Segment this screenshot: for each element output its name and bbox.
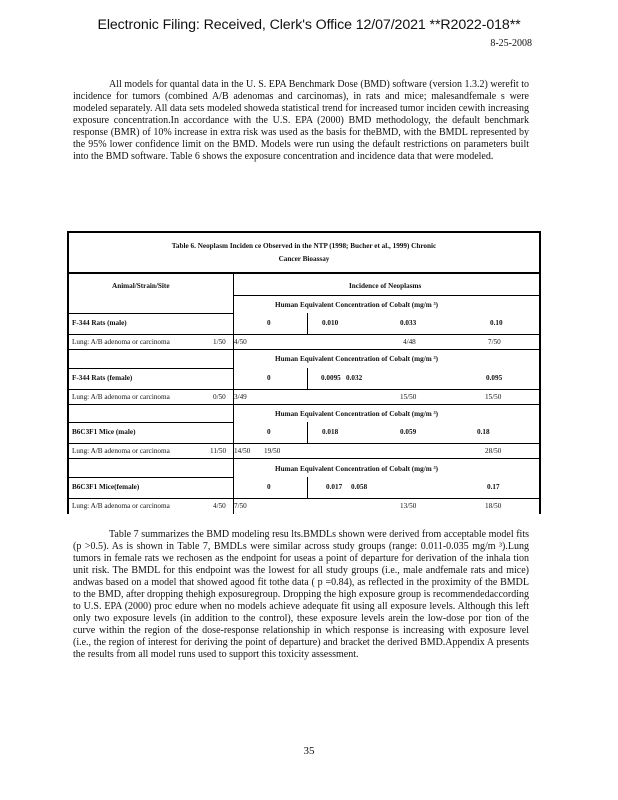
conc-value: 0.17: [487, 483, 500, 491]
neoplasm-incidence-table: [67, 231, 541, 514]
group-label: B6C3F1 Mice(female): [72, 483, 140, 491]
document-date: 8-25-2008: [490, 38, 532, 49]
incidence-value: 28/50: [485, 447, 502, 455]
conc-header: Human Equivalent Concentration of Cobalt (mg/m ³): [275, 355, 439, 363]
conc-header: Human Equivalent Concentration of Cobalt (mg/m ³): [275, 301, 439, 309]
site-label: Lung: A/B adenoma or carcinoma: [72, 502, 170, 510]
incidence-value: 4/48: [403, 338, 416, 346]
incidence-value: 4/50: [234, 338, 247, 346]
filing-stamp: Electronic Filing: Received, Clerk's Office 12/07/2021 **R2022-018**: [97, 17, 521, 33]
col-header-animal: Animal/Strain/Site: [112, 282, 170, 290]
col-header-incidence: Incidence of Neoplasms: [349, 282, 422, 290]
incidence-value: 3/49: [234, 393, 247, 401]
conc-header: Human Equivalent Concentration of Cobalt (mg/m ³): [275, 410, 439, 418]
conc-header: Human Equivalent Concentration of Cobalt (mg/m ³): [275, 465, 439, 473]
incidence-value: 1/50: [213, 338, 226, 346]
site-label: Lung: A/B adenoma or carcinoma: [72, 447, 170, 455]
conc-value: 0.018: [322, 428, 339, 436]
conc-value: 0.0095: [321, 374, 341, 382]
table-title-line2: Cancer Bioassay: [278, 255, 330, 263]
paragraph-bmd-methods: All models for quantal data in the U. S. EPA Benchmark Dose (BMD) software (version 1.3.2) werefit to incidence for tumors (combined A/B adenomas and carcinomas), in rats and mice; malesandfemale s were modeled separately. All data sets modeled showeda statistical trend for increased tumor inciden cewith increasing exposure concentration.In accordance with the U.S. EPA (2000) BMD methodology, the default benchmark response (BMR) of 10% increase in extra risk was used as the basis for theBMD, with the BMDL represented by the 95% lower confidence limit on the BMD. Models were run using the default restrictions on parameters built into the BMD software. Table 6 shows the exposure concentration and incidence data that were modeled.: [73, 79, 529, 162]
incidence-value: 13/50: [400, 502, 417, 510]
incidence-value: 7/50: [488, 338, 501, 346]
conc-value: 0.059: [400, 428, 417, 436]
conc-value: 0: [267, 319, 271, 327]
incidence-value: 4/50: [213, 502, 226, 510]
conc-value: 0.095: [486, 374, 503, 382]
conc-value: 0: [267, 483, 271, 491]
site-label: Lung: A/B adenoma or carcinoma: [72, 393, 170, 401]
group-label: B6C3F1 Mice (male): [72, 428, 136, 436]
group-label: F-344 Rats (female): [72, 374, 133, 382]
conc-value: 0.058: [351, 483, 368, 491]
paragraph-bmd-results: Table 7 summarizes the BMD modeling resu lts.BMDLs shown were derived from acceptable model fits (p >0.5). As is shown in Table 7, BMDLs were similar across study groups (range: 0.011-0.035 mg/m ³).Lung tumors in female rats we rechosen as the endpoint for useas a point of departure for derivation of the inhala tion unit risk. The BMDL for this endpoint was the lowest for all study groups (i.e., male andfemale rats and mice) andwas based on a model that showed agood fit tothe data ( p =0.84), as reflected in the proximity of the BMDL to the BMD, after dropping thehigh exposuregroup. Dropping the high exposure group is recommendedaccording to U.S. EPA (2000) proc edure when no models achieve adequate fit using all exposure levels. Although this left only two exposure levels (in addition to the control), these exposure levels arein the low-dose por tion of the curve within the region of the dose-response relationship in which response is increasing with exposure level (i.e., the region of interest for deriving the point of departure) and bracket the derived BMD.Appendix A presents the results from all model runs used to support this toxicity assessment.: [73, 529, 529, 660]
conc-value: 0.18: [477, 428, 490, 436]
conc-value: 0: [267, 374, 271, 382]
incidence-value: 18/50: [485, 502, 502, 510]
group-label: F-344 Rats (male): [72, 319, 127, 327]
conc-value: 0.032: [346, 374, 363, 382]
page-number: 35: [303, 745, 315, 757]
incidence-value: 14/50: [234, 447, 251, 455]
incidence-value: 15/50: [400, 393, 417, 401]
conc-value: 0.10: [490, 319, 503, 327]
table-title: Table 6. Neoplasm Inciden ce Observed in the NTP (1998; Bucher et al., 1999) Chronic: [171, 242, 437, 250]
incidence-value: 7/50: [234, 502, 247, 510]
conc-value: 0.010: [322, 319, 339, 327]
incidence-value: 19/50: [264, 447, 281, 455]
conc-value: 0.033: [400, 319, 417, 327]
site-label: Lung: A/B adenoma or carcinoma: [72, 338, 170, 346]
incidence-value: 0/50: [213, 393, 226, 401]
conc-value: 0.017: [326, 483, 343, 491]
conc-value: 0: [267, 428, 271, 436]
incidence-value: 11/50: [210, 447, 227, 455]
incidence-value: 15/50: [485, 393, 502, 401]
